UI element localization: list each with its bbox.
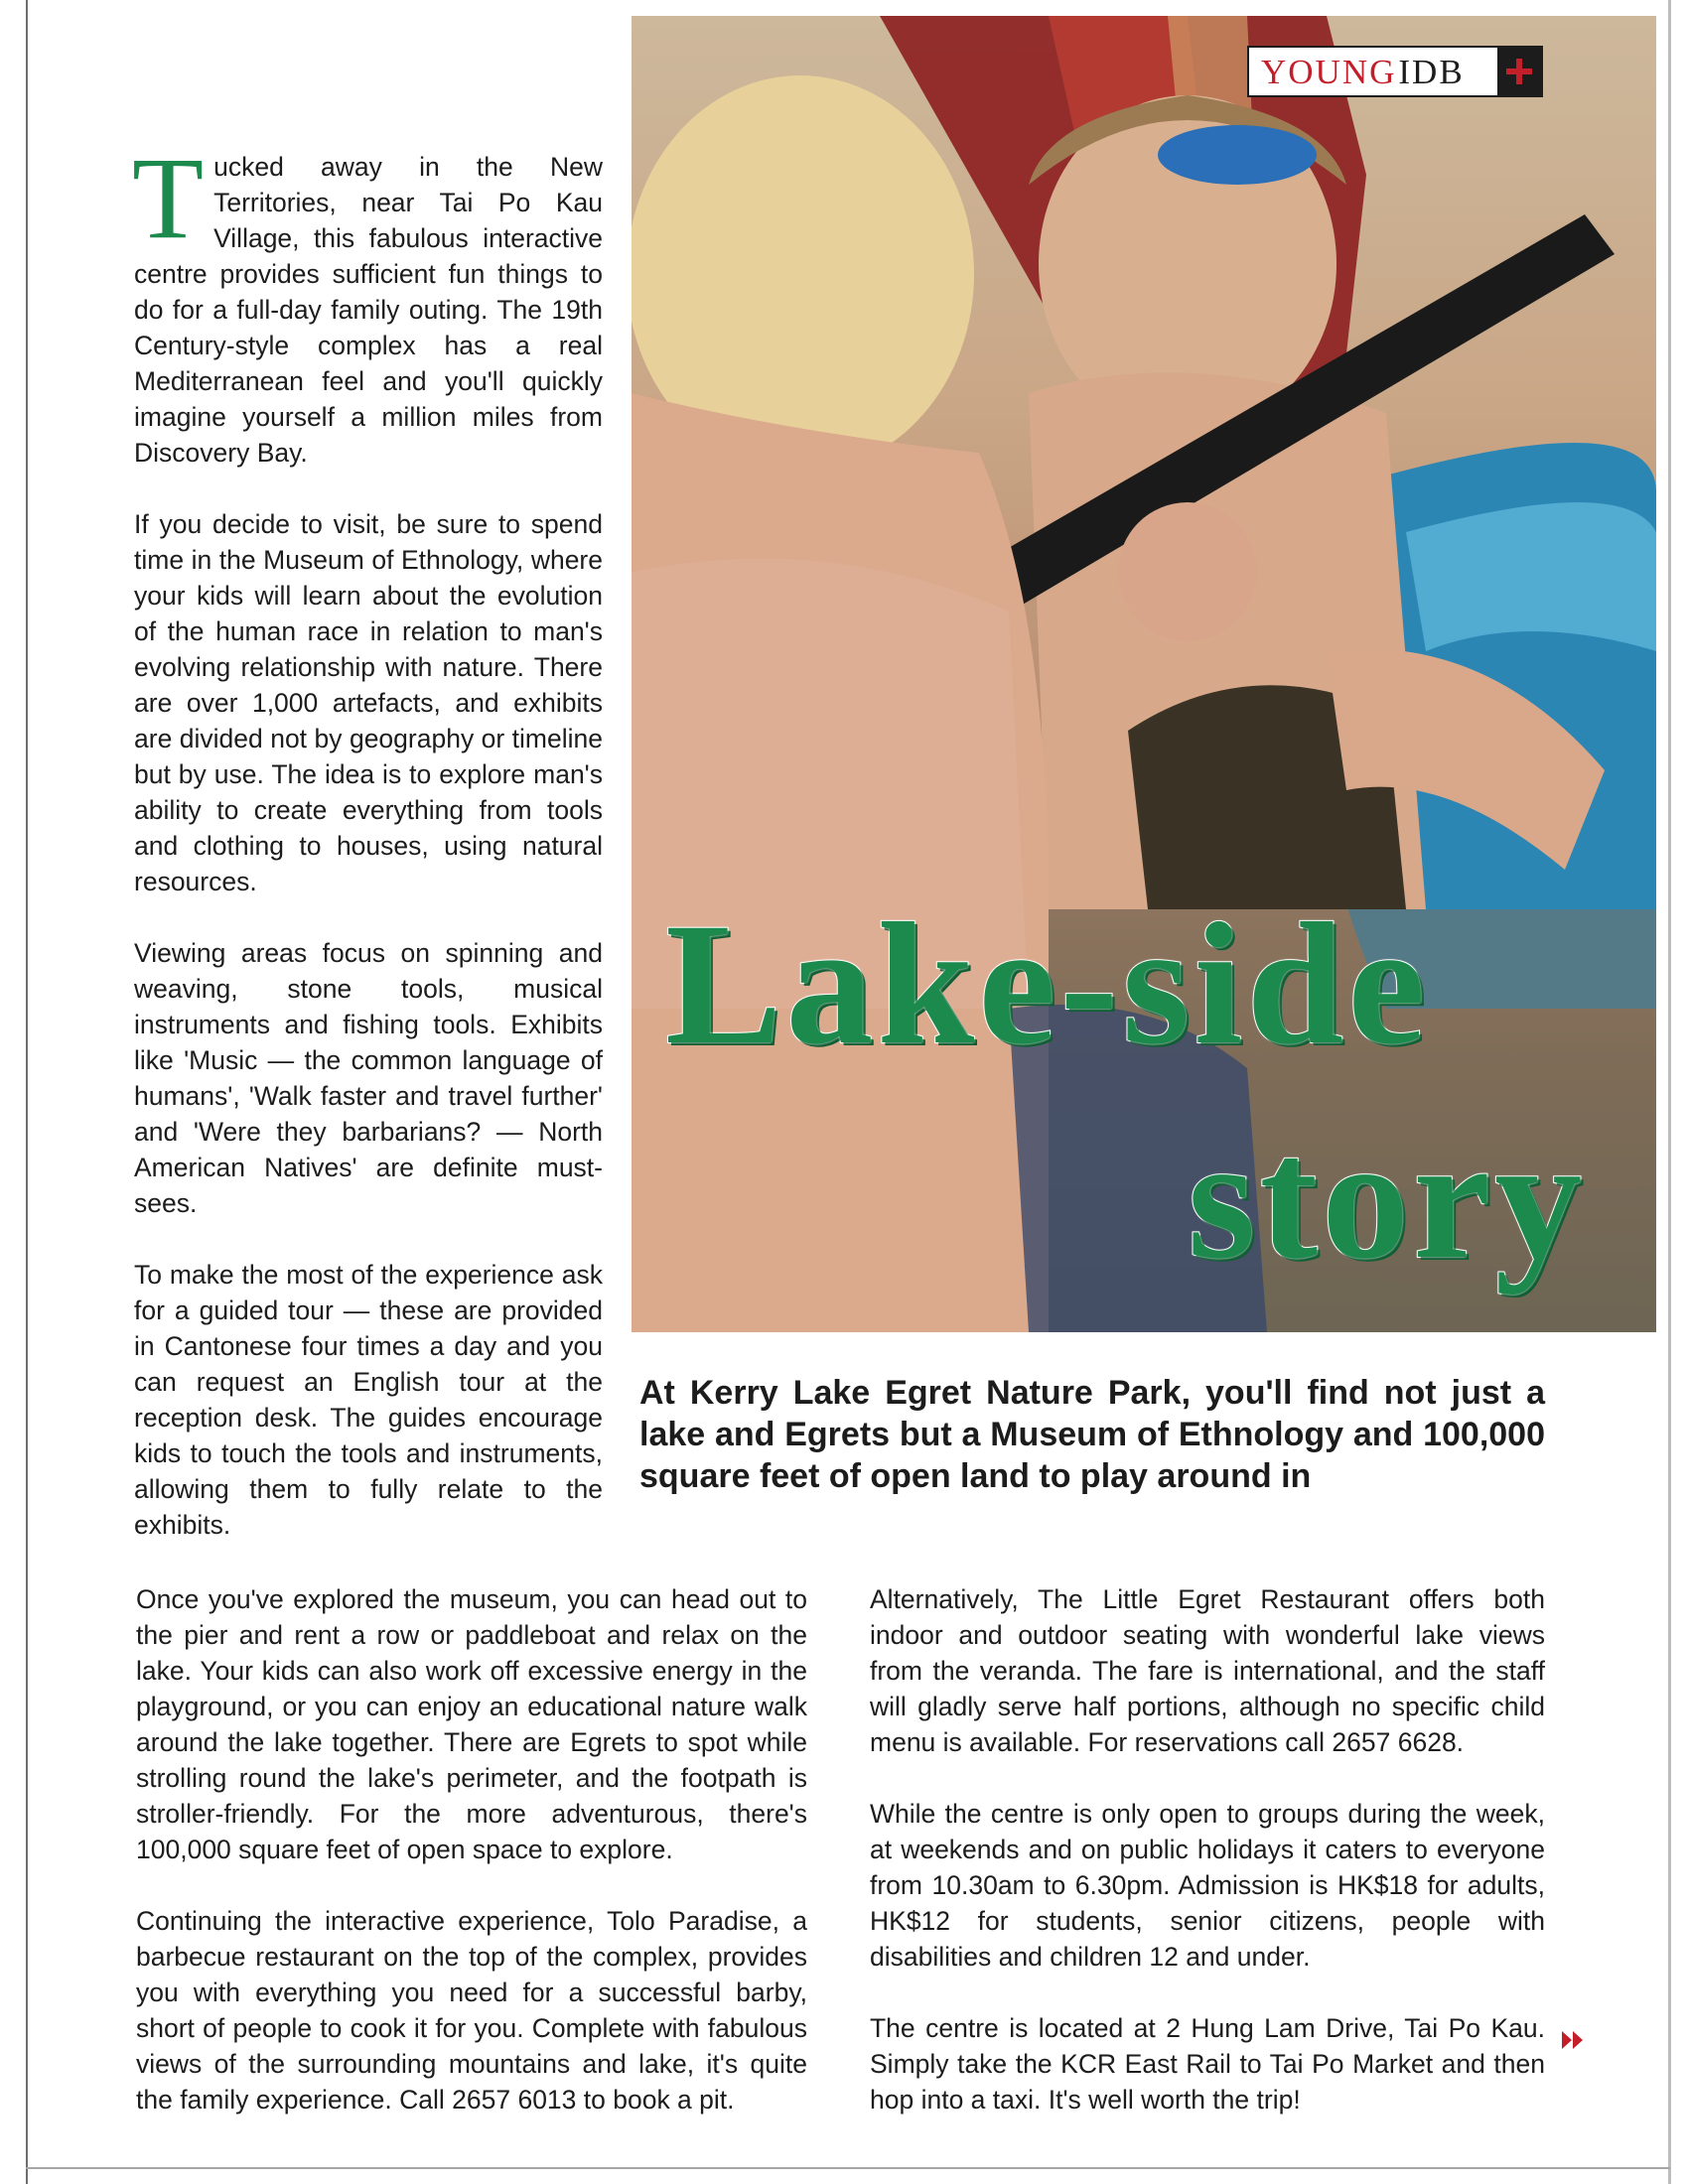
body-paragraph: If you decide to visit, be sure to spend time in the Museum of Ethnology, where your kids will learn about the evolution of the human race in relation to man's evolving relationship with nature. There are over 1,000 artefacts, and exhibits are divided not by geography or timeline but by use. The idea is to explore man's ability to create everything from tools and clothing to houses, using natural resources. bbox=[134, 509, 603, 896]
body-paragraph: While the centre is only open to groups during the week, at weekends and on public holidays it caters to everyone from 10.30am to 6.30pm. Admission is HK$18 for adults, HK$12 for students, senior citizens, people with disabilities and children 12 and under. bbox=[870, 1799, 1545, 1972]
badge-idb-text: IDB bbox=[1398, 53, 1465, 91]
double-arrow-right-icon bbox=[1562, 2031, 1584, 2049]
page-edge bbox=[26, 0, 28, 2184]
intro-column bbox=[132, 133, 603, 1543]
body-paragraph: Alternatively, The Little Egret Restaurant offers both indoor and outdoor seating with wonderful lake views from the veranda. The fare is international, and the staff will gladly serve half portions, although no specific child menu is available. For reservations call 2657 6628. bbox=[870, 1584, 1545, 1757]
standfirst: At Kerry Lake Egret Nature Park, you'll find not just a lake and Egrets but a Museum of Ethnology and 100,000 square feet of open land to play around in bbox=[639, 1374, 1545, 1495]
article-title-line-2: story bbox=[1188, 1102, 1587, 1296]
page-edge bbox=[26, 2167, 1670, 2169]
body-column-left bbox=[136, 1581, 807, 2117]
badge-young-text: YOUNG bbox=[1261, 53, 1397, 91]
body-paragraph: Continuing the interactive experience, Tolo Paradise, a barbecue restaurant on the top of the complex, provides you with everything you need for a successful barby, short of people to cook it for you. Complete with fabulous views of the surrounding mountains and lake, it's quite the family experience. Call 2657 6013 to book a pit. bbox=[136, 1906, 807, 2115]
body-paragraph: Once you've explored the museum, you can head out to the pier and rent a row or paddleboat and relax on the lake. Your kids can also work off excessive energy in the playground, or you can enjoy an educational nature walk around the lake together. There are Egrets to spot while strolling round the lake's perimeter, and the footpath is stroller-friendly. For the more adventurous, there's 100,000 square feet of open space to explore. bbox=[136, 1584, 807, 1864]
red-plus-icon bbox=[1497, 48, 1541, 95]
section-badge bbox=[1247, 46, 1543, 97]
intro-paragraph-text: ucked away in the New Territories, near Tai Po Kau Village, this fabulous interactive centre provides sufficient fun things to do for a full-day family outing. The 19th Century-style complex has a real Mediterranean feel and you'll quickly imagine yourself a million miles from Discovery Bay. bbox=[134, 152, 603, 468]
body-paragraph: Viewing areas focus on spinning and weaving, stone tools, musical instruments and fishing tools. Exhibits like 'Music — the common language of humans', 'Walk faster and travel further' and 'Were they barbarians? — North American Natives' are definite must-sees. bbox=[134, 938, 603, 1218]
article-title-line-1: Lake-side bbox=[665, 887, 1430, 1081]
intro-paragraph bbox=[132, 133, 603, 471]
page-edge bbox=[1668, 0, 1671, 2184]
drop-cap: T bbox=[132, 133, 205, 263]
body-column-right bbox=[870, 1581, 1545, 2117]
body-paragraph: To make the most of the experience ask for a guided tour — these are provided in Cantonese four times a day and you can request an English tour at the reception desk. The guides encourage kids to touch the tools and instruments, allowing them to fully relate to the exhibits. bbox=[134, 1260, 603, 1540]
body-paragraph: The centre is located at 2 Hung Lam Drive, Tai Po Kau. Simply take the KCR East Rail to Tai Po Market and then hop into a taxi. It's well worth the trip! bbox=[870, 2013, 1545, 2115]
